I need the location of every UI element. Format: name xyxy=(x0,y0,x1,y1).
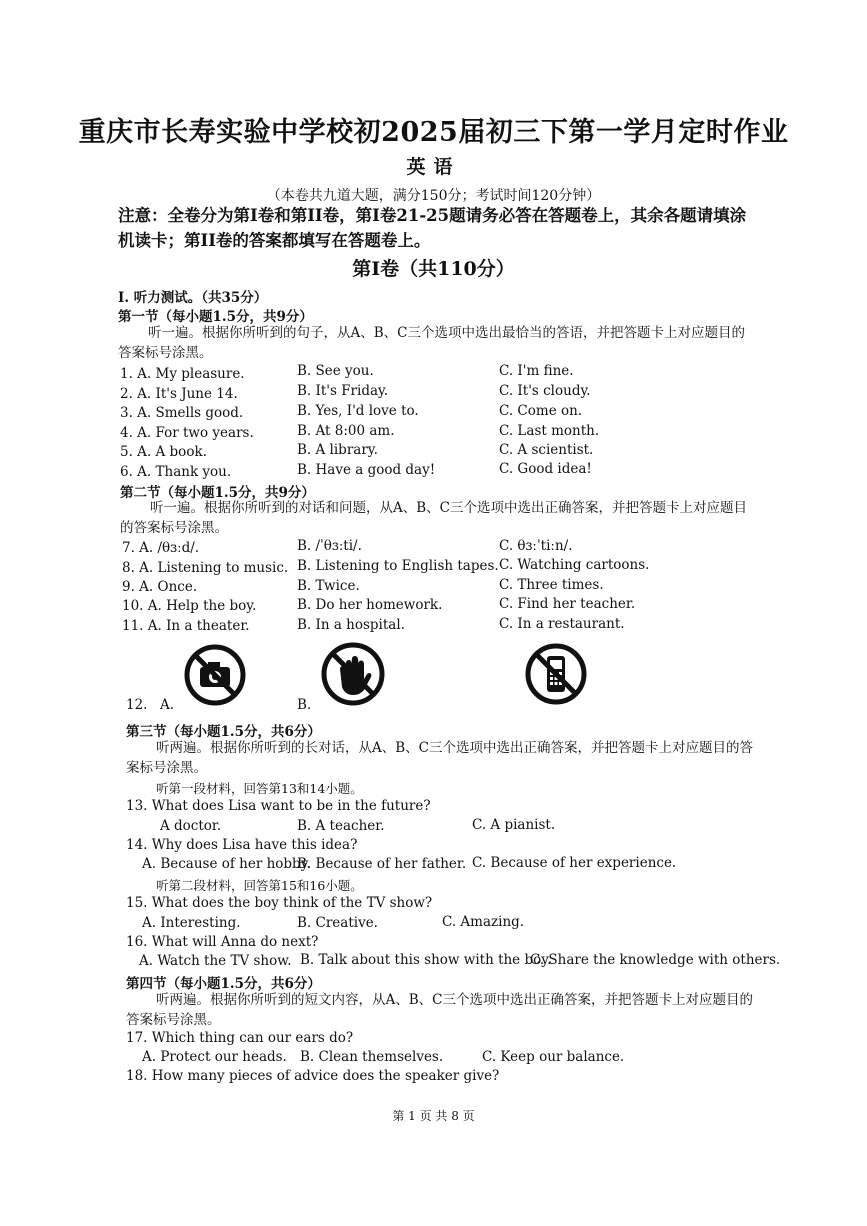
q8-option-c: C. Watching cartoons. xyxy=(499,557,650,573)
q4-option-a: 4. A. For two years. xyxy=(120,425,254,441)
q6-option-a: 6. A. Thank you. xyxy=(120,464,232,480)
q10-option-b: B. Do her homework. xyxy=(297,597,443,613)
q10-option-c: C. Find her teacher. xyxy=(499,596,636,612)
q13-question: 13. What does Lisa want to be in the future? xyxy=(126,798,431,814)
q1-option-c: C. I'm fine. xyxy=(499,363,574,379)
q10-option-a: 10. A. Help the boy. xyxy=(122,598,257,614)
exam-notice: 注意：全卷分为第I卷和第II卷，第I卷21-25题请务必答在答题卷上，其余各题请填涂机读卡；第II卷的答案都填写在答题卷上。 xyxy=(118,206,747,250)
sec4-instructions: 听两遍。根据你所听到的短文内容，从A、B、C三个选项中选出正确答案，并把答题卡上对应题目的答案标号涂黑。 xyxy=(126,992,753,1028)
q7-option-b: B. /ˈθɜːti/. xyxy=(297,538,362,554)
material-2-note: 听第二段材料，回答第15和16小题。 xyxy=(156,878,363,893)
q11-option-b: B. In a hospital. xyxy=(297,617,405,633)
q14-option-c: C. Because of her experience. xyxy=(472,855,677,871)
listening-heading: I. 听力测试。（共35分） xyxy=(118,290,268,306)
q12-label-a: A. xyxy=(160,697,175,713)
page-title: 重庆市长寿实验中学校初2025届初三下第一学月定时作业 xyxy=(78,117,789,148)
q12-label-b: B. xyxy=(297,697,312,713)
q17-option-b: B. Clean themselves. xyxy=(300,1049,444,1065)
q14-question: 14. Why does Lisa have this idea? xyxy=(126,837,358,853)
sec1-title: 第一节（每小题1.5分，共9分） xyxy=(118,309,313,325)
q13-option-b: B. A teacher. xyxy=(297,818,385,834)
sec2-title: 第二节（每小题1.5分，共9分） xyxy=(120,485,315,501)
q1-option-a: 1. A. My pleasure. xyxy=(120,366,245,382)
q16-option-b: B. Talk about this show with the boy. xyxy=(300,952,552,968)
q3-option-b: B. Yes, I'd love to. xyxy=(297,403,419,419)
q3-option-a: 3. A. Smells good. xyxy=(120,405,244,421)
q15-option-c: C. Amazing. xyxy=(442,914,525,930)
q7-option-c: C. θɜːˈtiːn/. xyxy=(499,538,573,554)
q5-option-a: 5. A. A book. xyxy=(120,444,207,460)
q11-option-a: 11. A. In a theater. xyxy=(122,618,250,634)
q5-option-c: C. A scientist. xyxy=(499,442,594,458)
part-title: 第I卷（共110分） xyxy=(352,258,515,280)
sec2-instructions: 听一遍。根据你所听到的对话和问题，从A、B、C三个选项中选出正确答案，并把答题卡上对应题目的答案标号涂黑。 xyxy=(120,500,747,536)
q15-option-b: B. Creative. xyxy=(297,915,378,931)
q14-option-b: B. Because of her father. xyxy=(297,856,467,872)
subject-title: 英语 xyxy=(406,156,461,178)
q17-option-a: A. Protect our heads. xyxy=(142,1049,287,1065)
sec3-title: 第三节（每小题1.5分，共6分） xyxy=(126,724,321,740)
q8-option-b: B. Listening to English tapes. xyxy=(297,558,499,574)
q16-option-c: C. Share the knowledge with others. xyxy=(530,952,781,968)
q18-question: 18. How many pieces of advice does the speaker give? xyxy=(126,1068,500,1084)
q4-option-b: B. At 8:00 am. xyxy=(297,423,395,439)
exam-meta: （本卷共九道大题，满分150分；考试时间120分钟） xyxy=(266,188,601,204)
q6-option-c: C. Good idea! xyxy=(499,461,592,477)
q3-option-c: C. Come on. xyxy=(499,403,583,419)
no-phone-icon xyxy=(524,642,588,706)
q17-option-c: C. Keep our balance. xyxy=(482,1049,625,1065)
q16-option-a: A. Watch the TV show. xyxy=(139,953,292,969)
sec4-title: 第四节（每小题1.5分，共6分） xyxy=(126,976,321,992)
q5-option-b: B. A library. xyxy=(297,442,378,458)
q12-number: 12. xyxy=(126,697,148,713)
q15-question: 15. What does the boy think of the TV show? xyxy=(126,895,433,911)
q13-option-c: C. A pianist. xyxy=(472,817,556,833)
q2-option-b: B. It's Friday. xyxy=(297,383,389,399)
no-touch-icon xyxy=(320,641,386,707)
q9-option-a: 9. A. Once. xyxy=(122,579,198,595)
q7-option-a: 7. A. /θɜːd/. xyxy=(122,540,200,556)
q17-question: 17. Which thing can our ears do? xyxy=(126,1030,354,1046)
no-camera-icon xyxy=(183,643,247,707)
q2-option-a: 2. A. It's June 14. xyxy=(120,386,238,402)
q1-option-b: B. See you. xyxy=(297,363,374,379)
q16-question: 16. What will Anna do next? xyxy=(126,934,319,950)
q14-option-a: A. Because of her hobby. xyxy=(142,856,311,872)
sec3-instructions: 听两遍。根据你所听到的长对话，从A、B、C三个选项中选出正确答案，并把答题卡上对应题目的答案标号涂黑。 xyxy=(126,740,753,776)
material-1-note: 听第一段材料，回答第13和14小题。 xyxy=(156,781,363,796)
q6-option-b: B. Have a good day! xyxy=(297,462,436,478)
q13-option-a: A doctor. xyxy=(160,818,222,834)
q4-option-c: C. Last month. xyxy=(499,423,600,439)
q11-option-c: C. In a restaurant. xyxy=(499,616,625,632)
q9-option-c: C. Three times. xyxy=(499,577,604,593)
q15-option-a: A. Interesting. xyxy=(142,915,241,931)
page-footer: 第 1 页 共 8 页 xyxy=(392,1109,475,1123)
q2-option-c: C. It's cloudy. xyxy=(499,383,591,399)
sec1-instructions: 听一遍。根据你所听到的句子，从A、B、C三个选项中选出最恰当的答语，并把答题卡上对应题目的答案标号涂黑。 xyxy=(118,325,745,361)
q9-option-b: B. Twice. xyxy=(297,578,360,594)
q8-option-a: 8. A. Listening to music. xyxy=(122,560,289,576)
